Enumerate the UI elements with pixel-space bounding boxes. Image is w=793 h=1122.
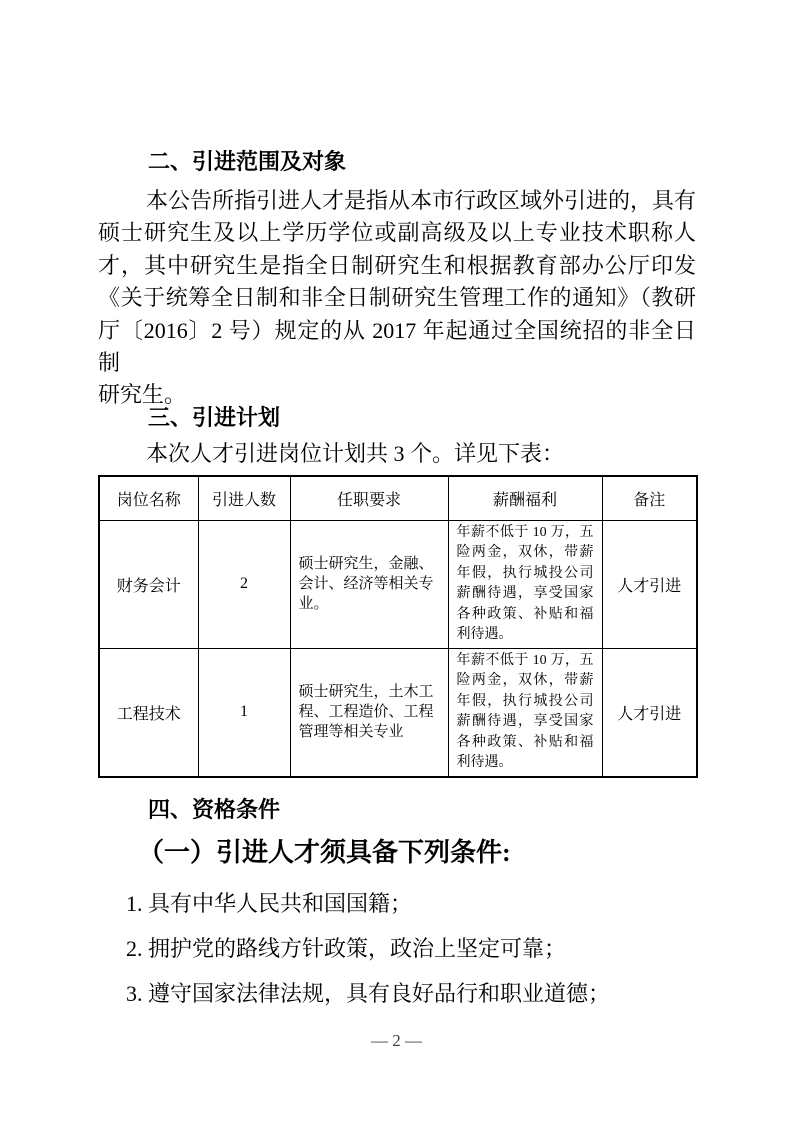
cell-post: 工程技术 [99, 648, 198, 777]
cell-count: 1 [198, 648, 290, 777]
condition-item: 2. 拥护党的路线方针政策，政治上坚定可靠； [126, 935, 567, 961]
cell-note: 人才引进 [602, 520, 697, 648]
section-heading-qualifications: 四、资格条件 [148, 796, 281, 822]
cell-count: 2 [198, 520, 290, 648]
cell-post: 财务会计 [99, 520, 198, 648]
cell-salary: 年薪不低于 10 万，五险两金，双休，带薪年假，执行城投公司薪酬待遇，享受国家各种政策、补贴和福利待遇。 [448, 648, 602, 777]
col-header-requirements: 任职要求 [290, 476, 448, 521]
cell-requirements: 硕士研究生，土木工程、工程造价、工程管理等相关专业 [290, 648, 448, 777]
sub-heading-conditions: （一）引进人才须具备下列条件: [138, 837, 511, 867]
paragraph-line: 本公告所指引进人才是指从本市行政区域外引进的，具有 [146, 188, 697, 213]
table-header-row [99, 476, 697, 521]
col-header-post: 岗位名称 [99, 476, 198, 521]
col-header-count: 引进人数 [198, 476, 290, 521]
paragraph-line: 才，其中研究生是指全日制研究生和根据教育部办公厅印发 [98, 252, 696, 278]
col-header-note: 备注 [602, 476, 697, 521]
scope-paragraph [98, 185, 696, 412]
plan-intro-text: 本次人才引进岗位计划共 3 个。详见下表： [146, 440, 565, 466]
cell-note: 人才引进 [602, 648, 697, 777]
cell-salary: 年薪不低于 10 万，五险两金，双休，带薪年假，执行城投公司薪酬待遇，享受国家各种政策、补贴和福利待遇。 [448, 520, 602, 648]
paragraph-line: 研究生。 [98, 382, 187, 408]
condition-item: 3. 遵守国家法律法规，具有良好品行和职业道德； [126, 980, 611, 1006]
table-row [99, 520, 697, 648]
section-heading-plan: 三、引进计划 [148, 404, 281, 430]
condition-item: 1. 具有中华人民共和国国籍； [126, 890, 413, 916]
page-number: — 2 — [371, 1031, 422, 1050]
paragraph-line: 《关于统筹全日制和非全日制研究生管理工作的通知》（教研 [98, 285, 696, 311]
paragraph-line: 厅〔2016〕2 号）规定的从 2017 年起通过全国统招的非全日制 [98, 317, 696, 376]
cell-requirements: 硕士研究生，金融、会计、经济等相关专业。 [290, 520, 448, 648]
recruitment-plan-table [98, 475, 698, 778]
col-header-salary: 薪酬福利 [448, 476, 602, 521]
paragraph-line: 硕士研究生及以上学历学位或副高级及以上专业技术职称人 [98, 220, 696, 246]
section-heading-scope: 二、引进范围及对象 [148, 149, 347, 174]
table-row [99, 648, 697, 777]
